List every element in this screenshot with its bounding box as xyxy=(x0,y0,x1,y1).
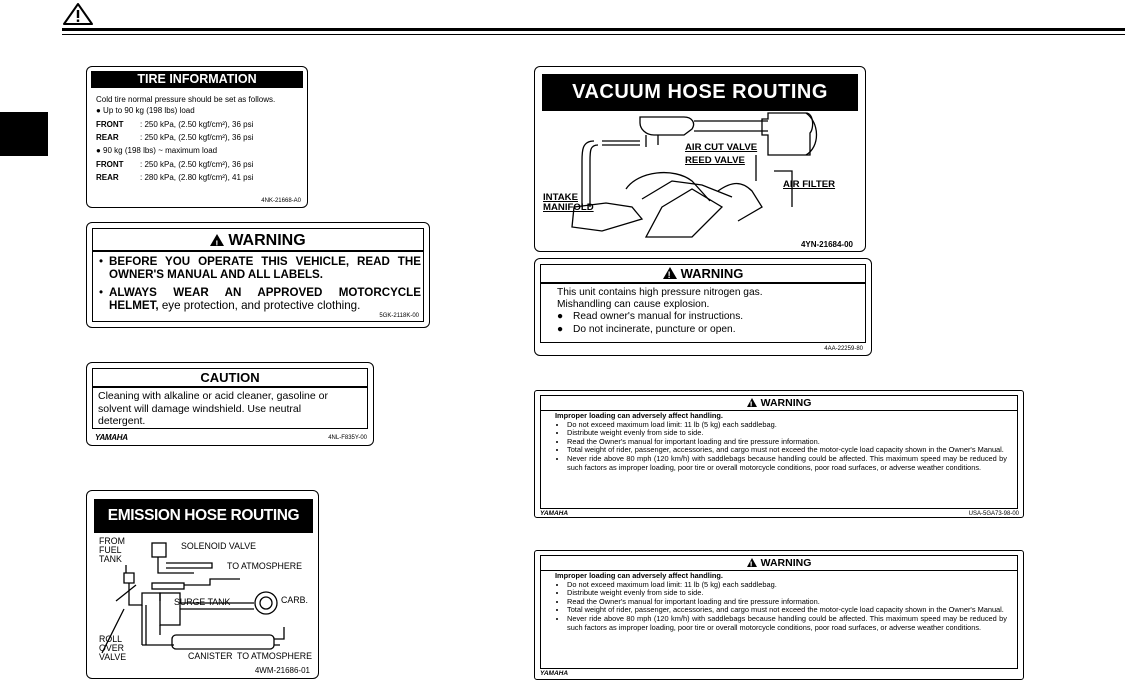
loading-1-heading: Improper loading can adversely affect handling. xyxy=(555,411,723,420)
tire-intro: Cold tire normal pressure should be set as follows. xyxy=(96,95,276,104)
nitrogen-code: 4AA-22259-80 xyxy=(824,346,863,352)
caution-brand: YAMAHA xyxy=(95,433,128,442)
header-rule xyxy=(62,28,1125,31)
tire-front-2-value: : 250 kPa, (2.50 kgf/cm²), 36 psi xyxy=(140,160,254,169)
emission-canister: CANISTER xyxy=(188,651,233,661)
tire-front-1-value: : 250 kPa, (2.50 kgf/cm²), 36 psi xyxy=(140,120,254,129)
tire-load-1: ● Up to 90 kg (198 lbs) load xyxy=(96,106,195,115)
tire-front-2-key: FRONT xyxy=(96,160,124,169)
list-item: • Total weight of rider, passenger, accessories, and cargo must not exceed the motor-cycle load capacity shown in the Owner's Manual. xyxy=(567,606,1007,615)
emission-carb: CARB. xyxy=(281,595,308,605)
tire-label-title: TIRE INFORMATION xyxy=(91,71,303,88)
section-tab xyxy=(0,112,48,156)
caution-text: Cleaning with alkaline or acid cleaner, gasoline or solvent will damage windshield. Use neutral detergent. xyxy=(98,390,328,427)
loading-1-code: USA-5GA73-98-00 xyxy=(968,511,1019,517)
warning-1-line-2-bold: ALWAYS WEAR AN APPROVED MOTORCYCLE HELMET, xyxy=(109,286,421,312)
list-item: • Read the Owner's manual for important loading and tire pressure information. xyxy=(567,598,1007,607)
loading-2-title: WARNING xyxy=(760,557,812,569)
tire-rear-1-value: : 250 kPa, (2.50 kgf/cm²), 36 psi xyxy=(140,133,254,142)
list-item: • Read the Owner's manual for important loading and tire pressure information. xyxy=(567,438,1007,447)
tire-rear-2-value: : 280 kPa, (2.80 kgf/cm²), 41 psi xyxy=(140,173,254,182)
nitrogen-line-2: Mishandling can cause explosion. xyxy=(557,299,710,311)
warning-1-line-2-rest: eye protection, and protective clothing. xyxy=(158,299,361,312)
vacuum-title: VACUUM HOSE ROUTING xyxy=(542,74,858,111)
nitrogen-item-1: Read owner's manual for instructions. xyxy=(573,311,744,323)
warning-icon xyxy=(210,234,224,246)
warning-1-title: WARNING xyxy=(228,232,306,249)
nitrogen-title: WARNING xyxy=(680,266,744,281)
list-item: • Never ride above 80 mph (120 km/h) with saddlebags because handling could be affected. This maximum speed may be reduced by such factors as improper loading, poor tire or overall motorcycle conditions, poor road surfaces, or adverse weather conditions. xyxy=(567,455,1007,472)
emission-roll-over-valve: ROLL OVER VALVE xyxy=(99,634,127,662)
loading-2-brand: YAMAHA xyxy=(540,670,569,677)
list-item: • Distribute weight evenly from side to side. xyxy=(567,429,1007,438)
caution-title: CAUTION xyxy=(200,370,260,385)
header-rule-thin xyxy=(62,34,1125,35)
loading-1-warning-icon xyxy=(747,398,757,407)
tire-rear-2-key: REAR xyxy=(96,173,119,182)
emission-to-atmosphere-2: TO ATMOSPHERE xyxy=(237,651,312,661)
caution-code: 4NL-F835Y-00 xyxy=(328,435,367,441)
vacuum-code: 4YN-21684-00 xyxy=(800,240,853,249)
loading-1-title: WARNING xyxy=(760,397,812,409)
vacuum-diagram xyxy=(542,111,858,239)
emission-to-atmosphere: TO ATMOSPHERE xyxy=(227,561,302,571)
list-item: • Total weight of rider, passenger, accessories, and cargo must not exceed the motor-cycle load capacity shown in the Owner's Manual. xyxy=(567,446,1007,455)
loading-warning-label-1 xyxy=(534,390,1024,518)
tire-information-label xyxy=(86,66,308,208)
vacuum-air-cut-valve: AIR CUT VALVE xyxy=(685,142,758,153)
emission-surge-tank: SURGE TANK xyxy=(174,597,231,607)
nitrogen-item-2: Do not incinerate, puncture or open. xyxy=(573,323,736,335)
list-item: • Never ride above 80 mph (120 km/h) with saddlebags because handling could be affected. This maximum speed may be reduced by such factors as improper loading, poor tire or overall motorcycle conditions, poor road surfaces, or adverse weather conditions. xyxy=(567,615,1007,632)
loading-2-warning-icon xyxy=(747,558,757,567)
warning-1-line-1: BEFORE YOU OPERATE THIS VEHICLE, READ THE OWNER'S MANUAL AND ALL LABELS. xyxy=(109,255,421,281)
nitrogen-warning-icon xyxy=(663,267,677,279)
loading-warning-label-2 xyxy=(534,550,1024,680)
tire-front-1-key: FRONT xyxy=(96,120,124,129)
vacuum-hose-routing-label xyxy=(534,66,866,252)
caution-triangle-icon xyxy=(62,2,94,26)
list-item: • Distribute weight evenly from side to side. xyxy=(567,589,1007,598)
list-item: • Do not exceed maximum load limit: 11 lb (5 kg) each saddlebag. xyxy=(567,421,1007,430)
loading-2-heading: Improper loading can adversely affect handling. xyxy=(555,571,723,580)
vacuum-air-filter: AIR FILTER xyxy=(783,179,836,190)
emission-solenoid-valve: SOLENOID VALVE xyxy=(181,541,256,551)
loading-1-brand: YAMAHA xyxy=(540,510,569,517)
vacuum-reed-valve: REED VALVE xyxy=(685,155,745,166)
warning-1-code: 5GK-2118K-00 xyxy=(379,313,419,319)
nitrogen-warning-label: !WARNING This unit contains high pressure nitrogen gas. Mishandling can cause explosion. ● Read owner's manual for instructions. ● Do not incinerate, puncture or open. 4AA-22259-80 xyxy=(534,258,872,356)
tire-label-code: 4NK-21668-A0 xyxy=(261,198,301,204)
caution-label xyxy=(86,362,374,446)
tire-load-2: ● 90 kg (198 lbs) ~ maximum load xyxy=(96,146,218,155)
emission-code: 4WM-21686-01 xyxy=(254,666,310,675)
tire-rear-1-key: REAR xyxy=(96,133,119,142)
emission-title: EMISSION HOSE ROUTING xyxy=(94,499,313,533)
operate-warning-label: !WARNING • BEFORE YOU OPERATE THIS VEHICLE, READ THE OWNER'S MANUAL AND ALL LABELS. • ALWAYS WEAR AN APPROVED MOTORCYCLE HELMET, eye protection, and protective clothing. 5GK-2118K-00 xyxy=(86,222,430,328)
list-item: • Do not exceed maximum load limit: 11 lb (5 kg) each saddlebag. xyxy=(567,581,1007,590)
emission-from-fuel-tank: FROM FUEL TANK xyxy=(99,536,125,564)
emission-hose-routing-label xyxy=(86,490,319,679)
nitrogen-line-1: This unit contains high pressure nitrogen gas. xyxy=(557,287,763,298)
vacuum-intake-manifold: INTAKE MANIFOLD xyxy=(543,192,594,213)
